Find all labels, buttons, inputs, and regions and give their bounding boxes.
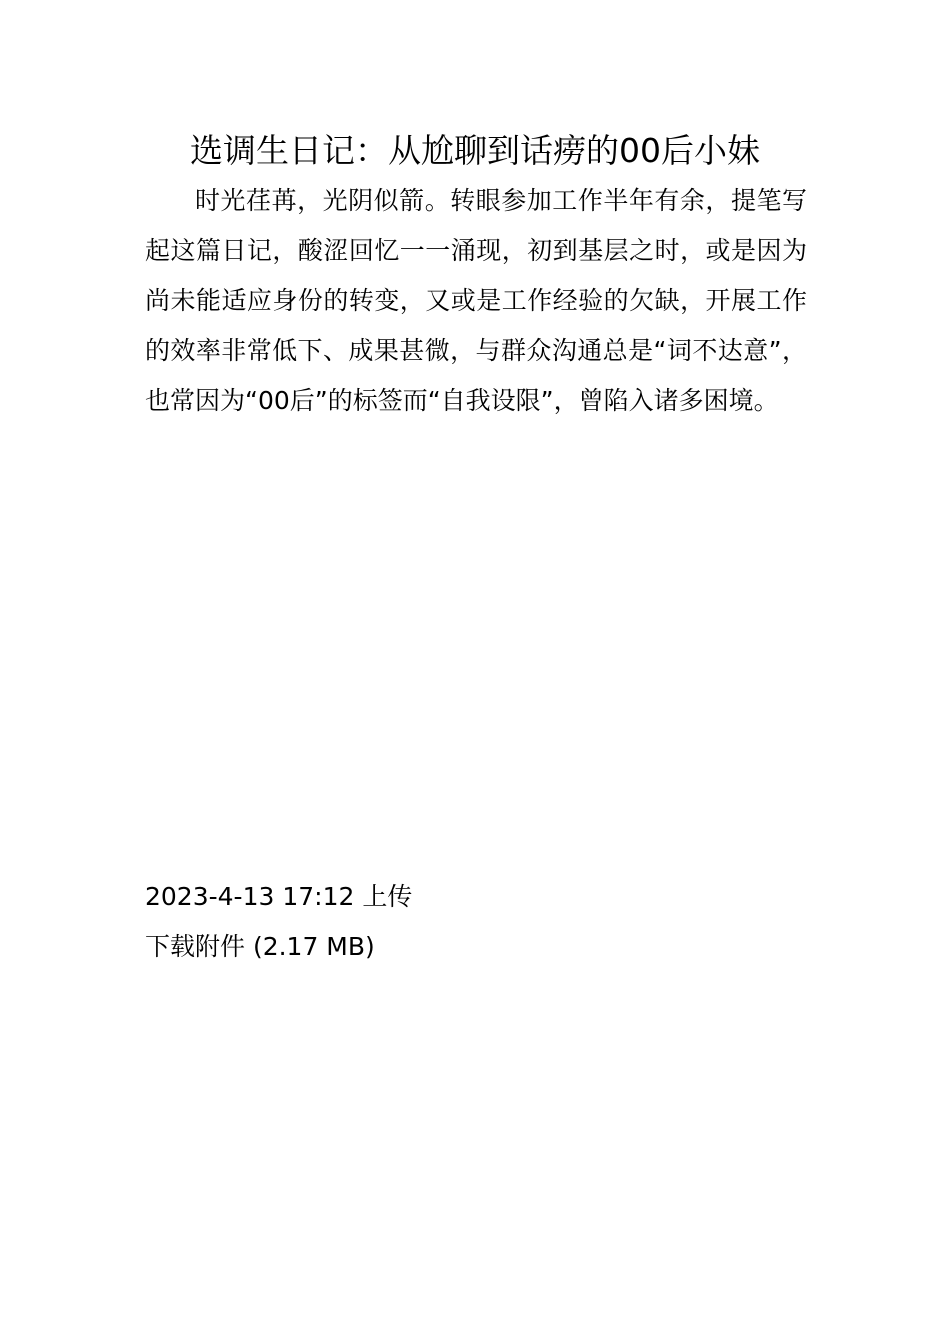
body-paragraph: 时光荏苒，光阴似箭。转眼参加工作半年有余，提笔写起这篇日记，酸涩回忆一一涌现，初到基层之时，或是因为尚未能适应身份的转变，又或是工作经验的欠缺，开展工作的效率非常低下、成果甚微，与群众沟通总是“词不达意”，也常因为“00后”的标签而“自我设限”，曾陷入诸多困境。 — [145, 186, 807, 415]
upload-timestamp: 2023-4-13 17:12 上传 — [145, 882, 413, 911]
document-title: 选调生日记：从尬聊到话痨的00后小妹 — [190, 131, 760, 170]
download-attachment-link[interactable]: 下载附件 (2.17 MB) — [145, 932, 375, 961]
attachment-download — [145, 922, 375, 972]
